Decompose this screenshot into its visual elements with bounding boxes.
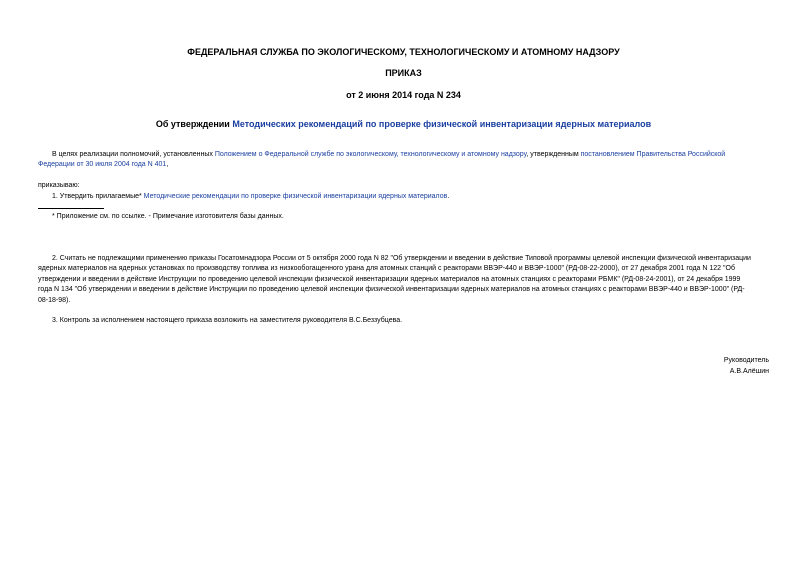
item1-text: 1. Утвердить прилагаемые* bbox=[52, 193, 144, 200]
item-1 bbox=[52, 192, 449, 202]
intro-paragraph-line1 bbox=[52, 150, 768, 160]
item-3: 3. Контроль за исполнением настоящего приказа возложить на заместителя руководителя В.С.Беззубцева. bbox=[52, 317, 403, 324]
title-link[interactable]: Методических рекомендаций по проверке физической инвентаризации ядерных материалов bbox=[232, 119, 652, 129]
signature-position: Руководитель bbox=[723, 357, 769, 364]
footnote-divider bbox=[38, 208, 104, 209]
item-2-line5: 08-18-98). bbox=[38, 297, 71, 304]
footnote: * Приложение см. по ссылке. - Примечание изготовителя базы данных. bbox=[52, 213, 284, 220]
item-2-line3: утверждении и введении в действие Инструкции по проведению целевой инспекции физической инвентаризации ядерных материалов на атомных станциях с реакторами РБМК" (РД-08-24-2001), от 24 декабря 1999 bbox=[38, 276, 741, 283]
item1-end: . bbox=[447, 193, 450, 200]
intro-text1: В целях реализации полномочий, установленных bbox=[52, 151, 215, 158]
document-title bbox=[0, 119, 807, 129]
ordered-label: приказываю: bbox=[38, 182, 80, 189]
document-date-number: от 2 июня 2014 года N 234 bbox=[346, 90, 461, 100]
government-decree-link-b[interactable]: Федерации от 30 июля 2004 года N 401 bbox=[38, 161, 167, 168]
item-2-line1: 2. Считать не подлежащими применению приказы Госатомнадзора России от 5 октября 2000 года N 82 "Об утверждении и введении в действие Типовой программы целевой инспекции физической инвентаризации bbox=[52, 255, 751, 262]
item-2-line2: ядерных материалов на ядерных установках по производству топлива из низкообогащенного урана для атомных станций с реакторами ВВЭР-440 и ВВЭР-1000" (РД-08-22-2000), от 27 декабря 2001 года N 122 "Об bbox=[38, 265, 735, 272]
item-2-line4: года N 134 "Об утверждении и введении в действие Инструкции по проведению целевой инспекции физической инвентаризации ядерных материалов на атомных станциях с реакторами ВВЭР-440 и ВВЭР-1000" (РД- bbox=[38, 286, 745, 293]
document-type: ПРИКАЗ bbox=[385, 68, 422, 78]
intro-paragraph-line2 bbox=[38, 160, 168, 170]
intro-text3: , bbox=[166, 161, 169, 168]
intro-text2: , утвержденным bbox=[526, 151, 581, 158]
government-decree-link-a[interactable]: постановлением Правительства Российской bbox=[580, 151, 726, 158]
agency-name: ФЕДЕРАЛЬНАЯ СЛУЖБА ПО ЭКОЛОГИЧЕСКОМУ, ТЕХНОЛОГИЧЕСКОМУ И АТОМНОМУ НАДЗОРУ bbox=[187, 47, 620, 57]
regulation-link[interactable]: Положением о Федеральной службе по экологическому, технологическому и атомному надзору bbox=[214, 151, 527, 158]
guidelines-link[interactable]: Методические рекомендации по проверке физической инвентаризации ядерных материалов bbox=[143, 193, 448, 200]
signature-name: А.В.Алёшин bbox=[729, 368, 769, 375]
title-prefix: Об утверждении bbox=[155, 119, 233, 129]
